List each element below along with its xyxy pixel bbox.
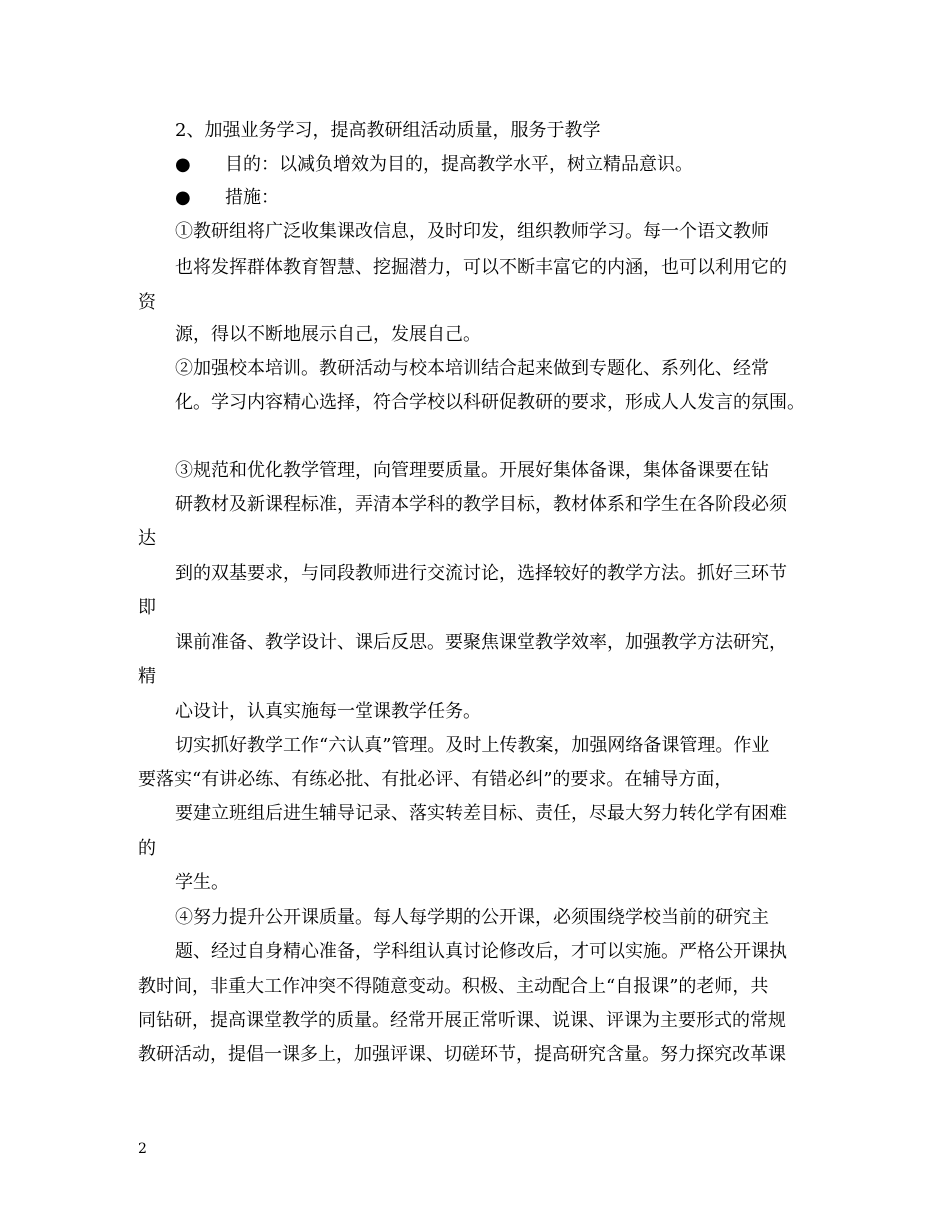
body-line: 资: [138, 292, 156, 313]
body-line: 的: [138, 838, 156, 859]
body-line: 精: [138, 666, 156, 687]
body-line: ①教研组将广泛收集课改信息，及时印发，组织教师学习。每一个语文教师: [175, 221, 769, 242]
bullet-item-measures: 措施：: [225, 187, 279, 208]
body-line: 也将发挥群体教育智慧、挖掘潜力，可以不断丰富它的内涵，也可以利用它的: [175, 257, 787, 278]
body-line: 课前准备、教学设计、课后反思。要聚焦课堂教学效率，加强教学方法研究，: [175, 632, 787, 653]
body-line: ③规范和优化教学管理，向管理要质量。开展好集体备课，集体备课要在钻: [175, 460, 769, 481]
body-line: 学生。: [175, 872, 229, 893]
page-number: 2: [138, 1141, 147, 1157]
bullet-dot-icon: ●: [175, 187, 191, 208]
body-line: 达: [138, 528, 156, 549]
body-line: ④努力提升公开课质量。每人每学期的公开课，必须围绕学校当前的研究主: [175, 907, 769, 928]
body-line: 研教材及新课程标准，弄清本学科的教学目标，教材体系和学生在各阶段必须: [175, 494, 787, 515]
body-line: 即: [138, 597, 156, 618]
body-line: 教研活动，提倡一课多上，加强评课、切磋环节，提高研究含量。努力探究改革课: [138, 1044, 786, 1065]
body-line: 教时间，非重大工作冲突不得随意变动。积极、主动配合上“自报课”的老师，共: [138, 976, 769, 997]
bullet-dot-icon: ●: [175, 154, 191, 175]
body-line: 要落实“有讲必练、有练必批、有批必评、有错必纠”的要求。在辅导方面，: [138, 769, 733, 790]
body-line: 题、经过自身精心准备，学科组认真讨论修改后，才可以实施。严格公开课执: [175, 941, 787, 962]
bullet-item-purpose: 目的：以减负增效为目的，提高教学水平，树立精品意识。: [225, 154, 693, 175]
body-line: 要建立班组后进生辅导记录、落实转差目标、责任，尽最大努力转化学有困难: [175, 803, 787, 824]
body-line: 切实抓好教学工作“六认真”管理。及时上传教案，加强网络备课管理。作业: [175, 735, 770, 756]
body-line: 心设计，认真实施每一堂课教学任务。: [175, 701, 481, 722]
body-line: 化。学习内容精心选择，符合学校以科研促教研的要求，形成人人发言的氛围。: [175, 392, 805, 413]
body-line: 同钻研，提高课堂教学的质量。经常开展正常听课、说课、评课为主要形式的常规: [138, 1010, 786, 1031]
body-line: 到的双基要求，与同段教师进行交流讨论，选择较好的教学方法。抓好三环节: [175, 563, 787, 584]
body-line: 源，得以不断地展示自己，发展自己。: [175, 324, 481, 345]
body-line: ②加强校本培训。教研活动与校本培训结合起来做到专题化、系列化、经常: [175, 358, 769, 379]
section-heading: 2、加强业务学习，提高教研组活动质量，服务于教学: [175, 120, 601, 141]
